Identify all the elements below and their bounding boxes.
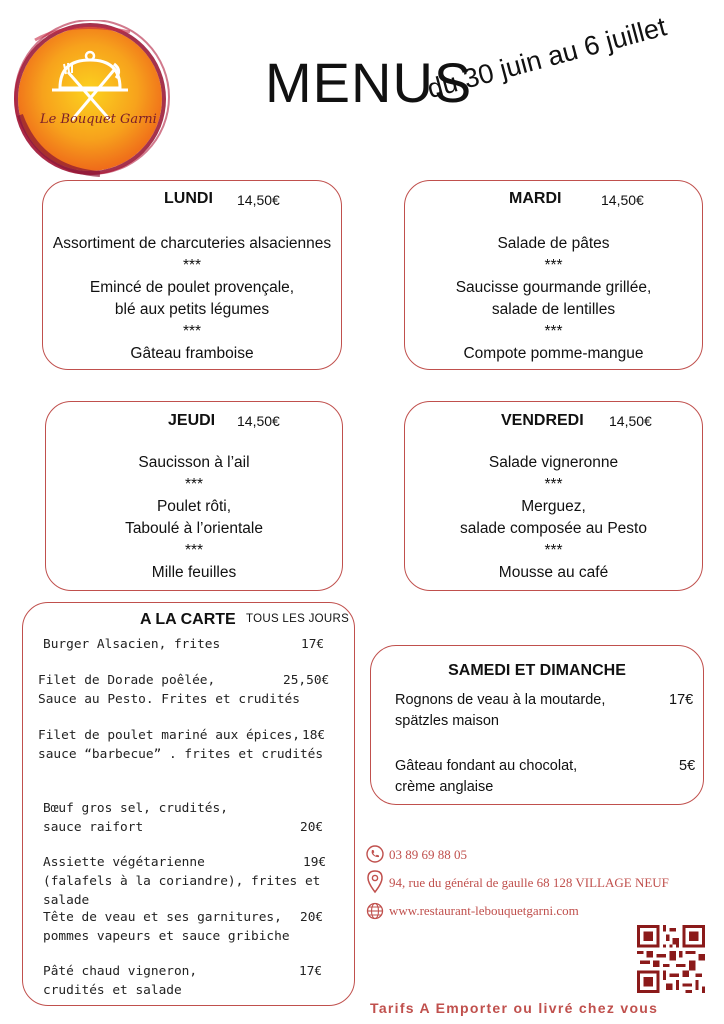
weekend-item-line: spätzles maison xyxy=(395,713,499,729)
menu-line: blé aux petits légumes xyxy=(114,301,270,318)
carte-item-line: Filet de poulet mariné aux épices, xyxy=(38,728,300,743)
menu-card-mardi xyxy=(404,180,703,370)
carte-subtitle: TOUS LES JOURS xyxy=(246,613,350,625)
qr-code[interactable] xyxy=(637,925,705,993)
phone-number[interactable]: 03 89 69 88 05 xyxy=(389,847,467,862)
weekend-item-line: Rognons de veau à la moutarde, xyxy=(395,692,606,708)
logo-text: Le Bouquet Garni xyxy=(40,112,157,127)
menu-line: *** xyxy=(544,257,563,274)
carte-item-line: (falafels à la coriandre), frites et salade xyxy=(43,874,321,908)
weekend-item-price: 5€ xyxy=(679,758,696,774)
carte-item xyxy=(43,635,333,654)
menu-line: Compote pomme-mangue xyxy=(463,345,644,362)
menu-line: Saucisse gourmande grillée, xyxy=(455,279,652,296)
menu-line: *** xyxy=(184,542,204,559)
menu-line: Assortiment de charcuteries alsaciennes xyxy=(52,235,332,252)
menu-line: Taboulé à l’orientale xyxy=(125,520,263,537)
menu-card-lundi xyxy=(42,180,342,370)
menu-line: Saucisson à l’ail xyxy=(138,454,250,471)
carte-item-price: 17€ xyxy=(301,637,325,652)
carte-item-line: sauce “barbecue” . frites et crudités xyxy=(38,747,324,762)
menu-line: Mille feuilles xyxy=(151,564,237,581)
restaurant-logo xyxy=(10,20,170,178)
day-menu-lines xyxy=(46,452,342,584)
carte-item-line: crudités et salade xyxy=(43,983,182,998)
carte-item-price: 19€ xyxy=(303,855,327,870)
menu-line: *** xyxy=(182,257,202,274)
website-link[interactable]: www.restaurant-lebouquetgarni.com xyxy=(389,903,579,918)
day-menu-lines xyxy=(405,452,702,584)
weekend-item-price: 17€ xyxy=(669,692,694,708)
carte-item-line: Assiette végétarienne xyxy=(43,855,205,870)
carte-item-line: Bœuf gros sel, crudités, xyxy=(43,801,228,816)
menu-card-vendredi xyxy=(404,401,703,591)
menu-line: salade de lentilles xyxy=(491,301,616,318)
menu-line: Mousse au café xyxy=(498,564,609,581)
address-text: 94, rue du général de gaulle 68 128 VILLAGE NEUF xyxy=(389,875,669,890)
carte-item-price: 20€ xyxy=(300,820,324,835)
menu-line: Gâteau framboise xyxy=(130,345,254,362)
carte-item-line: Burger Alsacien, frites xyxy=(43,637,221,652)
menu-line: *** xyxy=(544,323,563,340)
menu-line: Salade vigneronne xyxy=(488,454,619,471)
day-price: 14,50€ xyxy=(601,192,644,208)
day-name: MARDI xyxy=(509,190,562,207)
menu-line: *** xyxy=(184,476,204,493)
menu-line: Salade de pâtes xyxy=(497,235,610,252)
carte-item-price: 25,50€ xyxy=(283,673,330,688)
footer-note: Tarifs A Emporter ou livré chez vous xyxy=(370,1000,659,1016)
menu-line: salade composée au Pesto xyxy=(460,520,647,537)
carte-item-line: pommes vapeurs et sauce gribiche xyxy=(43,929,290,944)
weekend-item xyxy=(395,756,577,798)
weekend-card xyxy=(370,645,704,805)
carte-item-price: 18€ xyxy=(302,728,326,743)
carte-item-line: Filet de Dorade poêlée, xyxy=(38,673,216,688)
menu-line: *** xyxy=(544,542,563,559)
carte-item-price: 20€ xyxy=(300,910,324,925)
day-name: LUNDI xyxy=(164,190,213,207)
day-menu-lines xyxy=(43,233,341,365)
carte-item-line: Tête de veau et ses garnitures, xyxy=(43,910,282,925)
carte-item-price: 17€ xyxy=(299,964,323,979)
date-range: du 30 juin au 6 juillet xyxy=(423,11,670,105)
weekend-item-line: Gâteau fondant au chocolat, xyxy=(395,758,578,774)
carte-item xyxy=(43,908,343,946)
a-la-carte-card xyxy=(22,602,355,1006)
day-menu-lines xyxy=(405,233,702,365)
menu-line: Emincé de poulet provençale, xyxy=(89,279,295,296)
carte-item xyxy=(43,853,343,910)
weekend-item xyxy=(395,690,605,732)
weekend-title: SAMEDI ET DIMANCHE xyxy=(448,662,626,679)
day-price: 14,50€ xyxy=(237,192,280,208)
carte-item-line: sauce raifort xyxy=(43,820,144,835)
page-title: MENUS xyxy=(265,51,473,114)
day-name: JEUDI xyxy=(168,412,216,429)
carte-title: A LA CARTE xyxy=(140,611,236,628)
menu-line: *** xyxy=(182,323,202,340)
menu-line: Poulet rôti, xyxy=(156,498,232,515)
carte-item xyxy=(38,726,338,764)
location-pin-icon xyxy=(366,870,384,894)
menu-line: *** xyxy=(544,476,563,493)
menu-card-jeudi xyxy=(45,401,343,591)
day-price: 14,50€ xyxy=(237,413,280,429)
carte-item-line: Pâté chaud vigneron, xyxy=(43,964,198,979)
day-price: 14,50€ xyxy=(609,413,652,429)
carte-item xyxy=(43,799,343,837)
carte-item xyxy=(43,962,343,1000)
menu-line: Merguez, xyxy=(521,498,586,515)
weekend-item-line: crème anglaise xyxy=(395,779,494,795)
day-name: VENDREDI xyxy=(501,412,584,429)
carte-item xyxy=(38,671,338,709)
carte-item-line: Sauce au Pesto. Frites et crudités xyxy=(38,692,300,707)
globe-icon xyxy=(366,902,384,920)
phone-icon xyxy=(366,845,384,863)
